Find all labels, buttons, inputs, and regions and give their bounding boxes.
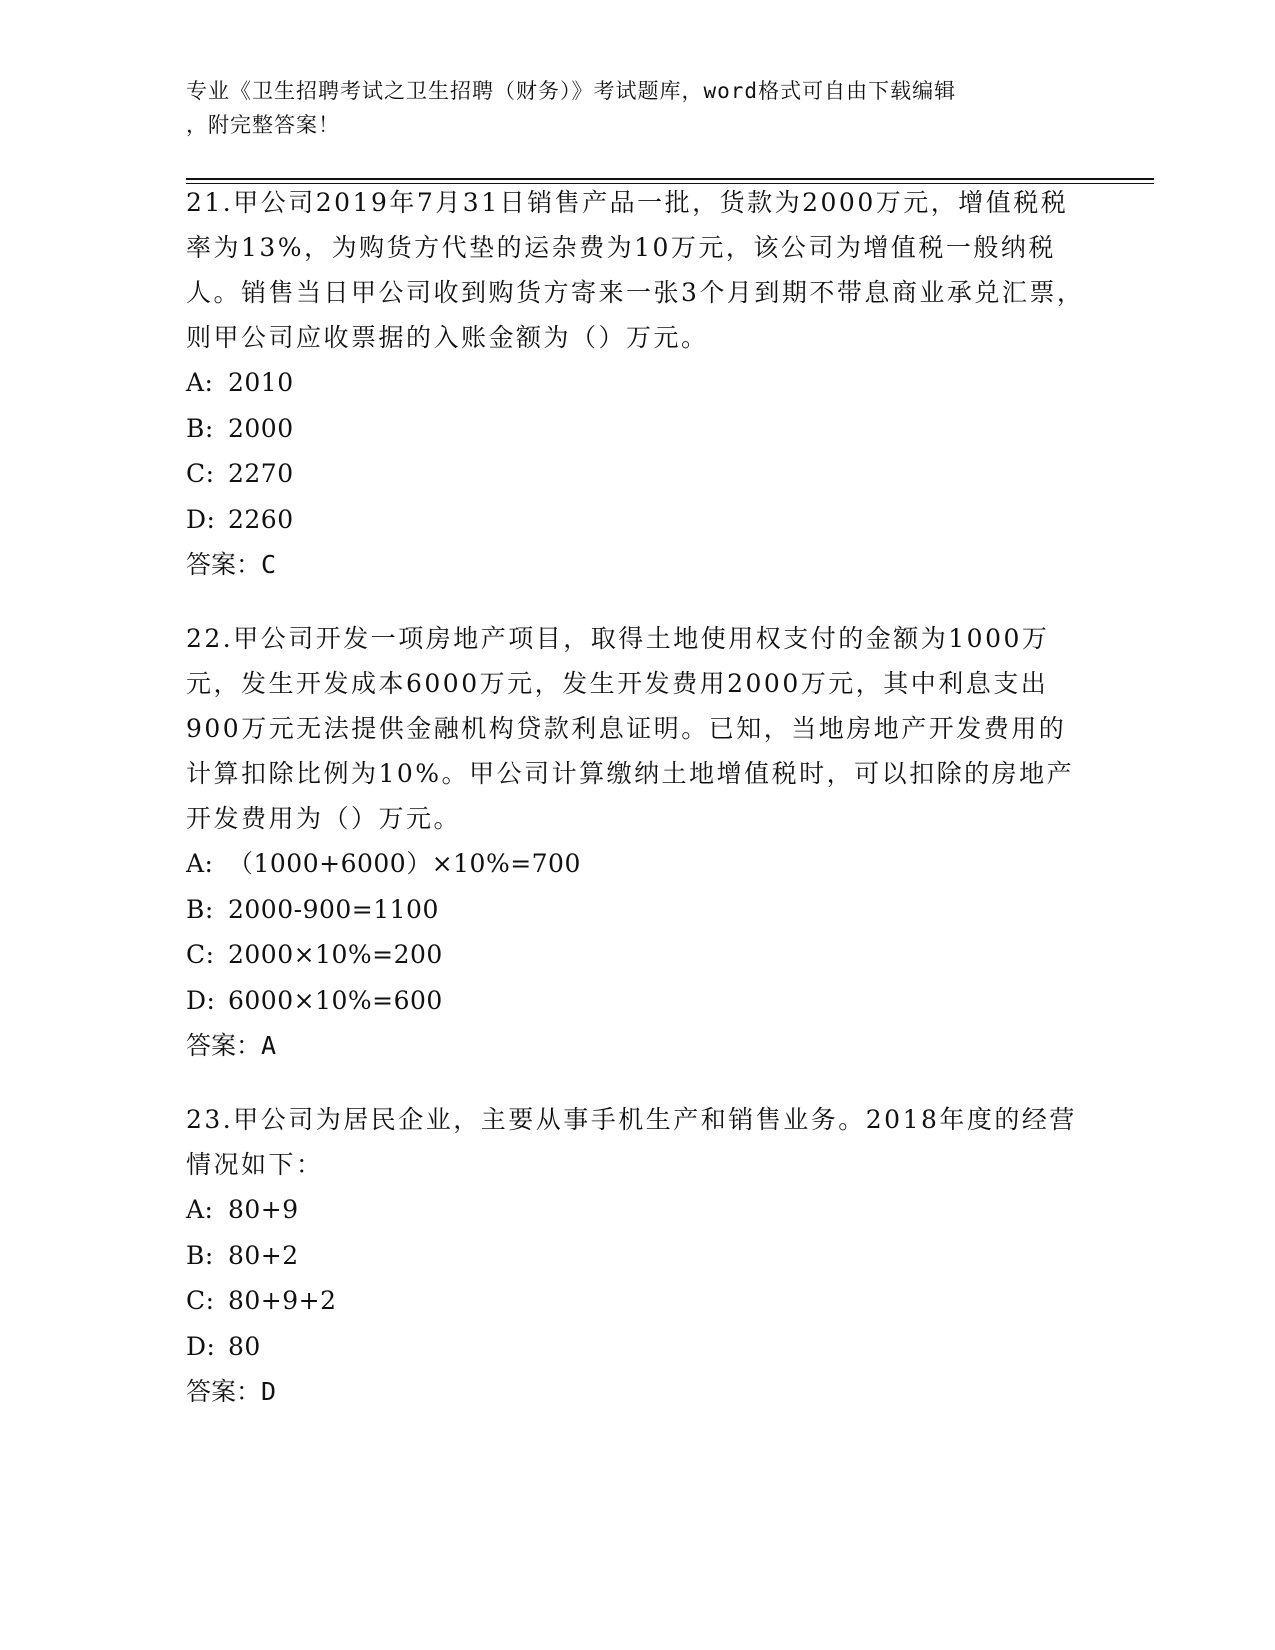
option-text: 80 (228, 1331, 261, 1361)
question-22 (186, 616, 1086, 1068)
option-key: D: (186, 985, 216, 1015)
answer-value: C (261, 550, 277, 579)
option-d (186, 978, 1086, 1024)
option-key: B: (186, 413, 214, 443)
answer-label: 答案： (186, 550, 262, 579)
answer-value: A (261, 1031, 277, 1060)
option-key: B: (186, 894, 214, 924)
answer-line (186, 1369, 1086, 1414)
question-stem: 23.甲公司为居民企业，主要从事手机生产和销售业务。2018年度的经营情况如下： (186, 1105, 1077, 1179)
option-a (186, 1187, 1086, 1233)
option-key: A: (186, 849, 214, 878)
answer-line (186, 542, 1086, 587)
option-d (186, 497, 1086, 543)
answer-label: 答案： (186, 1377, 262, 1406)
header-title-line-1: 专业《卫生招聘考试之卫生招聘（财务）》考试题库，word格式可自由下载编辑 (186, 79, 957, 103)
option-key: C: (186, 1286, 215, 1315)
option-text: 2010 (228, 368, 294, 397)
option-text: 2000×10%=200 (228, 940, 443, 969)
option-text: 80+9 (228, 1195, 299, 1224)
option-key: A: (186, 1195, 214, 1224)
option-key: B: (186, 1240, 214, 1270)
header-title-line-2: ，附完整答案！ (186, 113, 340, 137)
option-text: （1000+6000）×10%=700 (228, 849, 581, 878)
document-header (186, 74, 1066, 142)
answer-value: D (261, 1377, 277, 1406)
option-key: D: (186, 504, 216, 534)
option-text: 2260 (228, 504, 294, 534)
option-c (186, 451, 1086, 497)
option-b (186, 406, 1086, 452)
question-stem: 22.甲公司开发一项房地产项目，取得土地使用权支付的金额为1000万元，发生开发成本6000万元，发生开发费用2000万元，其中利息支出900万元无法提供金融机构贷款利息证明。已知，当地房地产开发费用的计算扣除比例为10%。甲公司计算缴纳土地增值税时，可以扣除的房地产开发费用为（）万元。 (186, 624, 1075, 833)
question-23 (186, 1097, 1086, 1414)
question-stem: 21.甲公司2019年7月31日销售产品一批，货款为2000万元，增值税税率为13%，为购货方代垫的运杂费为10万元，该公司为增值税一般纳税人。销售当日甲公司收到购货方寄来一张3个月到期不带息商业承兑汇票，则甲公司应收票据的入账金额为（）万元。 (186, 188, 1085, 352)
option-text: 80+9+2 (228, 1286, 337, 1315)
answer-label: 答案： (186, 1031, 262, 1060)
option-key: C: (186, 459, 215, 488)
question-21 (186, 180, 1086, 587)
option-text: 2000-900=1100 (228, 894, 439, 924)
option-key: C: (186, 940, 215, 969)
option-a (186, 841, 1086, 887)
option-c (186, 1278, 1086, 1324)
answer-line (186, 1023, 1086, 1068)
option-b (186, 887, 1086, 933)
option-key: D: (186, 1331, 216, 1361)
option-text: 2270 (228, 459, 294, 488)
option-text: 6000×10%=600 (228, 985, 443, 1015)
option-text: 2000 (228, 413, 294, 443)
option-key: A: (186, 368, 214, 397)
option-text: 80+2 (228, 1240, 299, 1270)
option-b (186, 1233, 1086, 1279)
option-d (186, 1324, 1086, 1370)
option-a (186, 360, 1086, 406)
option-c (186, 932, 1086, 978)
